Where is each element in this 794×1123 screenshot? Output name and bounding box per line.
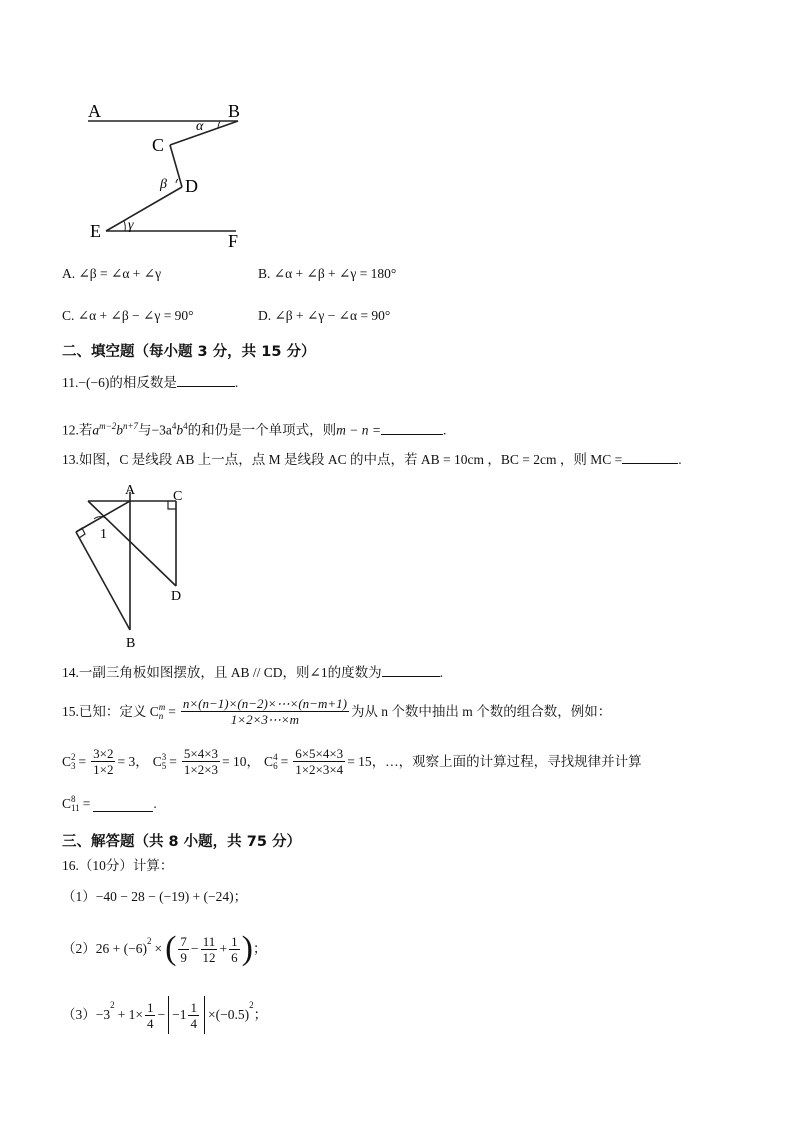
label-c: C bbox=[152, 135, 165, 155]
question-15-line-1 bbox=[62, 696, 611, 727]
q15-ex3-result: = 15 bbox=[347, 753, 372, 769]
question-16-part-2 bbox=[62, 932, 267, 966]
option-c: C. ∠α + ∠β − ∠γ = 90° bbox=[62, 308, 194, 323]
q12-sup2: 4 bbox=[171, 421, 177, 431]
question-16-head: 16.（10分）计算： bbox=[62, 858, 174, 873]
q15-line3-eq: = bbox=[82, 796, 91, 811]
q15-ex1-fraction bbox=[91, 746, 115, 777]
label-a: A bbox=[88, 101, 101, 121]
q15-ex1-sup: 2 bbox=[71, 751, 76, 762]
q16-p2-right-paren: ) bbox=[241, 930, 253, 967]
q14-text: 14.一副三角板如图摆放，且 AB // CD，则∠1的度数为 bbox=[62, 665, 382, 680]
q15-answer-blank[interactable] bbox=[93, 797, 153, 812]
q16-p3-abs-right bbox=[204, 996, 205, 1034]
q15-ex3-num: 6×5×4×3 bbox=[295, 746, 344, 761]
q16-p2-frac-1 bbox=[178, 934, 189, 965]
q15-line2-suffix: ，…，观察上面的计算过程，寻找规律并计算 bbox=[371, 753, 642, 769]
q15-ex3-fraction bbox=[293, 746, 345, 777]
q16-p2-f3d: 6 bbox=[231, 949, 238, 965]
q11-expr: −(−6) bbox=[78, 375, 110, 390]
q16-p3-absfd: 4 bbox=[190, 1015, 197, 1031]
q15-ex2-result: = 10， bbox=[222, 753, 261, 769]
figure-2 bbox=[68, 480, 193, 655]
q16-p3-end: ； bbox=[253, 1007, 268, 1022]
q16-p2-frac-3 bbox=[229, 934, 240, 965]
q15-ex2-c: C bbox=[152, 753, 162, 769]
q15-ex3-sup: 4 bbox=[273, 751, 278, 762]
q15-ex3-c: C bbox=[264, 753, 274, 769]
fig2-label-b: B bbox=[126, 636, 136, 651]
q15-def-denominator: 1×2×3⋯×m bbox=[230, 712, 300, 727]
option-a: A. ∠β = ∠α + ∠γ bbox=[62, 266, 162, 281]
question-12 bbox=[62, 417, 446, 440]
label-d: D bbox=[185, 176, 198, 196]
q15-ex3-eq: = bbox=[280, 753, 289, 769]
fig2-label-d: D bbox=[171, 589, 182, 604]
q12-mid: 与−3a bbox=[138, 422, 172, 438]
fig2-label-a: A bbox=[125, 483, 136, 498]
q16-p2-f1n: 7 bbox=[180, 933, 187, 949]
q16-p2-sup: 2 bbox=[146, 936, 152, 946]
q15-sup: m bbox=[158, 701, 166, 712]
q15-definition-fraction bbox=[181, 696, 349, 727]
label-beta: β bbox=[160, 177, 167, 192]
q12-text: 的和仍是一个单项式，则 bbox=[187, 422, 337, 438]
q16-p2-op1: − bbox=[190, 941, 199, 956]
q14-answer-blank[interactable] bbox=[382, 662, 440, 677]
q15-end: . bbox=[153, 796, 157, 811]
label-alpha: α bbox=[196, 119, 204, 134]
q15-ex1-c: C bbox=[62, 753, 72, 769]
q15-combination-indices bbox=[159, 703, 166, 721]
label-b: B bbox=[228, 101, 241, 121]
fig2-label-1: 1 bbox=[100, 527, 107, 542]
question-16-part-3 bbox=[62, 996, 267, 1034]
q12-prefix: 12.若 bbox=[62, 422, 93, 438]
figure-1-diagram bbox=[78, 95, 250, 255]
q16-p2-times: × bbox=[154, 941, 163, 956]
q16-p3-prefix: （3）−3 bbox=[62, 1007, 111, 1022]
q16-p3-op: − bbox=[157, 1007, 166, 1022]
q11-text: 的相反数是 bbox=[109, 375, 177, 390]
option-d: D. ∠β + ∠γ − ∠α = 90° bbox=[258, 308, 391, 323]
question-16-part-1: （1）−40 − 28 − (−19) + (−24)； bbox=[62, 889, 248, 904]
q16-p2-frac-2 bbox=[201, 934, 218, 965]
q11-end: . bbox=[234, 375, 239, 390]
q16-p3-f1n: 1 bbox=[146, 999, 154, 1015]
q15-ex2-sup: 3 bbox=[161, 751, 167, 762]
question-15-line-3 bbox=[62, 795, 157, 813]
figure-1 bbox=[78, 95, 250, 255]
q16-p3-abs-frac bbox=[188, 1000, 199, 1031]
section-3-title: 三、解答题（共 8 小题，共 75 分） bbox=[62, 834, 301, 850]
q12-end: . bbox=[443, 422, 447, 438]
q16-p2-f2d: 12 bbox=[202, 949, 216, 965]
q15-ex1-sub: 3 bbox=[71, 760, 76, 771]
question-13 bbox=[62, 449, 682, 469]
q15-ex1-indices bbox=[71, 753, 76, 771]
q16-p3-tail: ×(−0.5) bbox=[207, 1007, 250, 1022]
q12-term1: a bbox=[92, 422, 100, 438]
q13-text: 13.如图，C 是线段 AB 上一点，点 M 是线段 AC 的中点，若 AB = 10cm ，BC = 2cm ，则 MC = bbox=[62, 452, 623, 467]
q16-p2-left-paren: ( bbox=[165, 930, 177, 967]
q15-ex1-result: = 3， bbox=[117, 753, 149, 769]
q12-term1b: b bbox=[116, 422, 123, 438]
label-e: E bbox=[90, 221, 101, 241]
q13-answer-blank[interactable] bbox=[622, 449, 678, 464]
q12-expr: m − n = bbox=[336, 422, 381, 438]
label-f: F bbox=[228, 231, 239, 251]
q15-line3-c: C bbox=[62, 796, 72, 811]
q16-p3-frac-1 bbox=[145, 1000, 156, 1031]
q15-ex1-den: 1×2 bbox=[93, 762, 114, 777]
q16-p2-end: ； bbox=[253, 941, 267, 956]
q11-prefix: 11. bbox=[62, 375, 79, 390]
q14-end: . bbox=[439, 665, 443, 680]
q15-ex3-den: 1×2×3×4 bbox=[295, 762, 344, 777]
q16-p2-prefix: （2）26 + (−6) bbox=[62, 941, 147, 956]
q15-sub: n bbox=[158, 710, 164, 721]
q15-ex2-sub: 5 bbox=[161, 760, 167, 771]
fig2-label-c: C bbox=[173, 489, 183, 504]
label-gamma: γ bbox=[128, 218, 134, 233]
q15-ex2-den: 1×2×3 bbox=[183, 762, 219, 777]
q12-sup1b: n+7 bbox=[122, 421, 139, 431]
q15-ex2-eq: = bbox=[169, 753, 177, 769]
q15-ex1-eq: = bbox=[78, 753, 87, 769]
q15-ex2-fraction bbox=[182, 746, 220, 777]
q16-p3-f1d: 4 bbox=[146, 1015, 154, 1031]
q15-line3-sub: 11 bbox=[71, 803, 80, 813]
figure-2-diagram bbox=[68, 480, 193, 655]
q15-line3-indices bbox=[71, 795, 80, 813]
q16-p3-abs-left bbox=[168, 996, 169, 1034]
q12-mid2: b bbox=[176, 422, 184, 438]
q15-suffix: 为从 n 个数中抽出 m 个数的组合数，例如： bbox=[350, 703, 612, 719]
q15-def-numerator: n×(n−1)×(n−2)×⋯×(n−m+1) bbox=[182, 696, 347, 711]
q15-ex2-indices bbox=[162, 753, 167, 771]
q15-ex1-num: 3×2 bbox=[93, 746, 114, 761]
q16-p2-f2n: 11 bbox=[202, 933, 216, 949]
q12-sup3: 4 bbox=[183, 421, 188, 431]
question-11 bbox=[62, 372, 238, 392]
q13-end: . bbox=[678, 452, 682, 467]
q16-p3-sup: 2 bbox=[110, 1000, 115, 1010]
option-b: B. ∠α + ∠β + ∠γ = 180° bbox=[258, 266, 397, 281]
q16-p3-mid: + 1× bbox=[117, 1007, 143, 1022]
q16-p3-sup2: 2 bbox=[249, 1000, 254, 1010]
q15-ex3-indices bbox=[273, 753, 278, 771]
section-2-title: 二、填空题（每小题 3 分，共 15 分） bbox=[62, 344, 316, 360]
q16-p3-abs-value: −1 bbox=[172, 1007, 187, 1022]
q16-p2-f3n: 1 bbox=[231, 933, 238, 949]
q15-prefix: 15.已知：定义 C bbox=[62, 703, 159, 719]
question-14 bbox=[62, 662, 443, 682]
q16-p2-f1d: 9 bbox=[180, 949, 187, 965]
q15-ex2-num: 5×4×3 bbox=[183, 746, 219, 761]
q16-p3-absfn: 1 bbox=[190, 999, 197, 1015]
q12-sup1: m−2 bbox=[99, 421, 117, 431]
q15-line3-sup: 8 bbox=[71, 794, 76, 804]
q15-ex3-sub: 6 bbox=[273, 760, 278, 771]
q12-answer-blank[interactable] bbox=[381, 420, 443, 435]
q11-answer-blank[interactable] bbox=[177, 372, 235, 387]
q15-eq: = bbox=[168, 703, 176, 719]
q16-p2-op2: + bbox=[219, 941, 228, 956]
question-15-line-2 bbox=[62, 746, 642, 777]
